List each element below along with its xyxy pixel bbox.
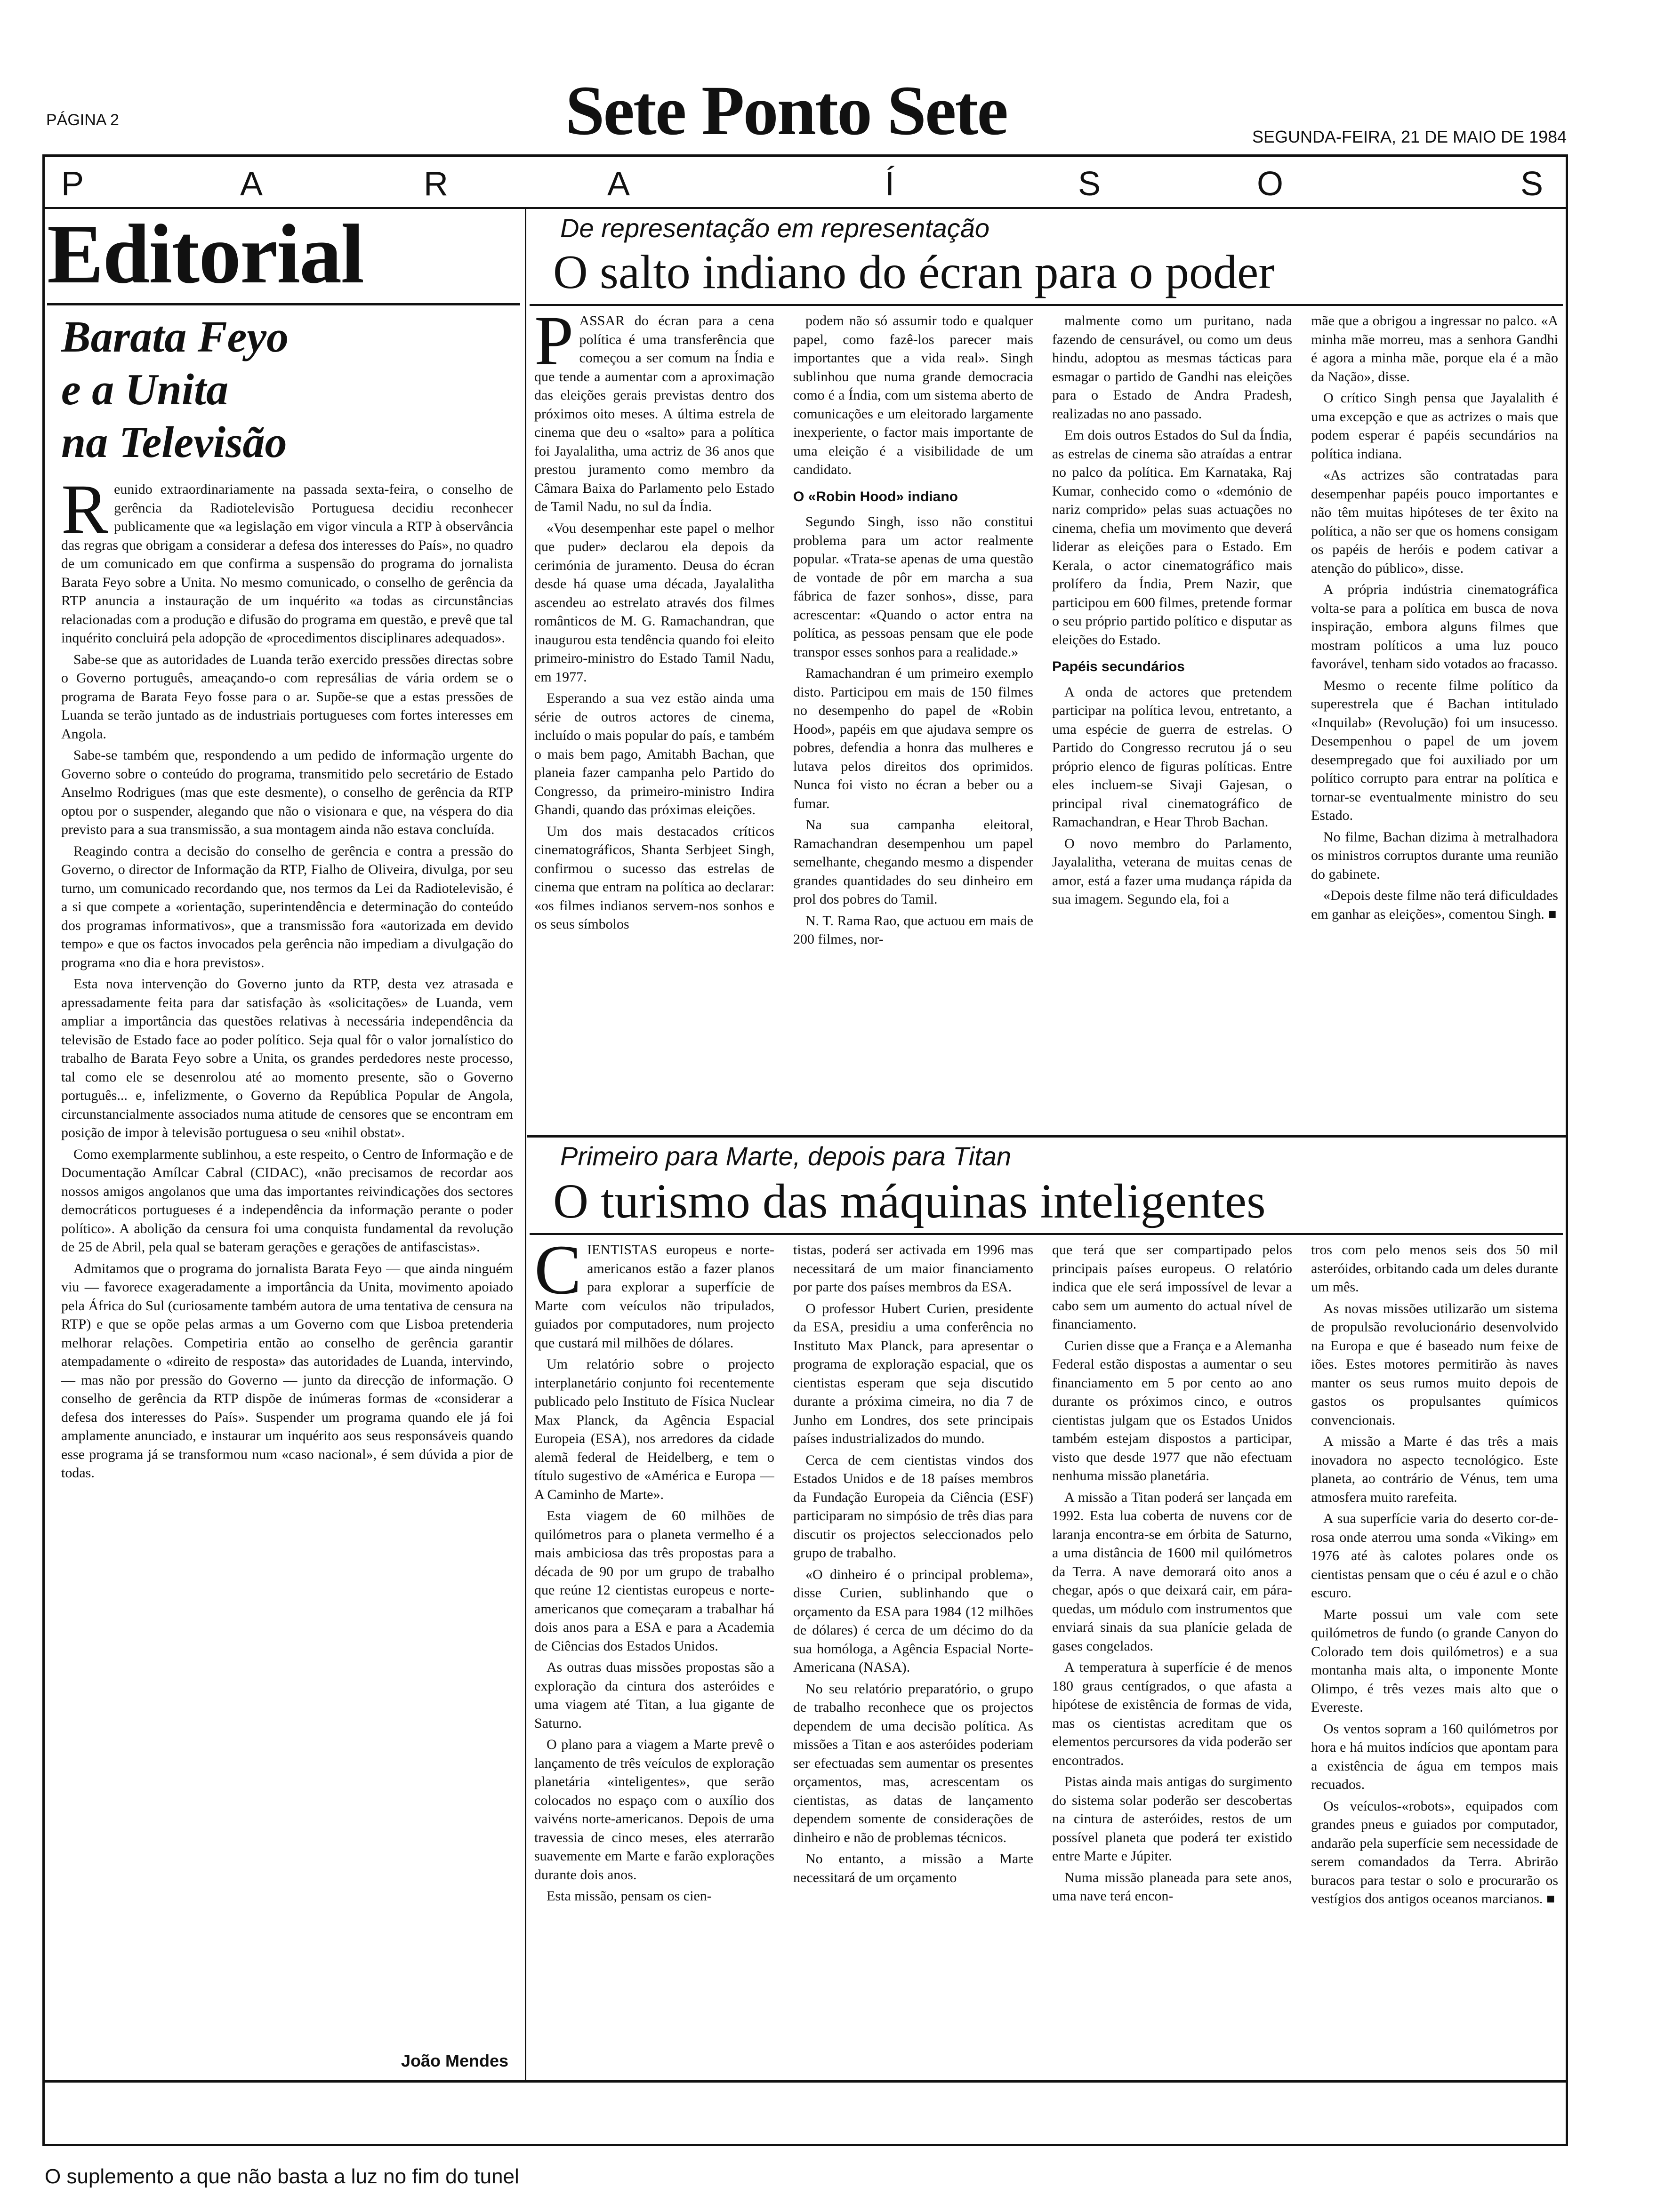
article-paragraph: Curien disse que a França e a Alemanha Federal estão dispostas a aumentar o seu financiamento em 5 por cento ao ano durante os próximos cinco, e outros cientistas julgam que os Estados Unidos também estejam dispostos a participar, visto que desde 1977 que não efectuam nenhuma missão planetária. — [1052, 1338, 1292, 1483]
article-paragraph: Esta viagem de 60 milhões de quilómetros para o planeta vermelho é a mais ambiciosa das três propostas para a década de 90 por um grupo de trabalho que reúne 12 cientistas europeus e norte-americanos que começaram a trabalhar há dois anos para a ESA e para a Academia de Ciências dos Estados Unidos. — [534, 1508, 774, 1654]
section-letter: S — [1520, 165, 1544, 203]
article-paragraph: A sua superfície varia do deserto cor-de-rosa onde aterrou uma sonda «Viking» em 1976 até às calotes polares onde os cientistas pensam que o céu é azul e o chão escuro. — [1311, 1511, 1558, 1601]
article2-headline: O turismo das máquinas inteligentes — [553, 1174, 1266, 1228]
article2-headline-rule — [530, 1233, 1563, 1235]
article-subheading: O «Robin Hood» indiano — [793, 489, 958, 505]
article1-headline: O salto indiano do écran para o poder — [553, 246, 1275, 299]
article-paragraph: mãe que a obrigou a ingressar no palco. «A minha mãe morreu, mas a senhora Gandhi é agora a minha mãe, porque ela é a mão da Nação», disse. — [1311, 313, 1558, 385]
article-paragraph: Na sua campanha eleitoral, Ramachandran desempenhou um papel semelhante, chegando mesmo a dispender grandes quantidades do seu dinheiro em prol dos pobres do Tamil. — [793, 817, 1033, 907]
article-paragraph: malmente como um puritano, nada fazendo de censurável, ou como um deus hindu, adoptou as mesmas tácticas para esmagar o partido de Gandhi nas eleições para o Estado de Andra Pradesh, realizadas no ano passado. — [1052, 313, 1292, 422]
section-letter: Í — [885, 165, 895, 203]
article2-column — [1311, 1241, 1558, 2074]
article-paragraph: Os veículos-«robots», equipados com grandes pneus e guiados por computador, andarão pela superfície sem necessidade de serem comandados da Terra. Abrirão buracos para testar o solo e procurarão os vestígios dos antigos oceanos marcianos. ■ — [1311, 1798, 1558, 1907]
article2-dropcap: C — [534, 1241, 582, 1309]
footer-teaser: O suplemento a que não basta a luz no fim do tunel — [45, 2165, 519, 2188]
editorial-paragraph: Sabe-se que as autoridades de Luanda terão exercido pressões directas sobre o Governo português, ameaçando-o com represálias de vária ordem se o programa de Barata Feyo fosse para o ar. Supõe-se que a estas pressões de Luanda se terão juntado as de industriais portugueses com fortes interesses em Angola. — [61, 651, 513, 742]
article-paragraph: podem não só assumir todo e qualquer papel, como fazê-los parecer mais importantes que a vida real». Singh sublinhou que numa grande democracia como é a Índia, com um sistema aberto de comunicações e um eleitorado largamente inexperiente, o factor mais importante de uma eleição é a visibilidade de um candidato. — [793, 313, 1033, 477]
article-paragraph: «Vou desempenhar este papel o melhor que puder» declarou ela depois da cerimónia de juramento. Deusa do écran desde há quase uma década, Jayalalitha ascendeu ao estrelato através dos filmes românticos de M. G. Ramachandran, que inaugurou esta tendência quando foi eleito primeiro-ministro do Estado Tamil Nadu, em 1977. — [534, 520, 774, 685]
editorial-dropcap: R — [61, 480, 109, 548]
editorial-label-rule — [47, 303, 520, 305]
editorial-title-line: e a Unita — [61, 365, 229, 414]
article1-column — [534, 312, 774, 1112]
article-paragraph: As novas missões utilizarão um sistema de propulsão revolucionário desenvolvido na Europa e que é baseado num feixe de iões. Estes motores permitirão às naves manter os seus rumos muito depois de gastos os propulsantes químicos convencionais. — [1311, 1300, 1558, 1428]
article1-column — [793, 312, 1033, 1112]
article-paragraph: ASSAR do écran para a cena política é uma transferência que começou a ser comum na Índia e que tende a aumentar com a aproximação das eleições gerais previstas dentro dos próximos oito meses. A última estrela de cinema que deu o «salto» para a política foi Jayalalitha, uma actriz de 36 anos que prestou juramento como membro da Câmara Baixa do Parlamento pelo Estado de Tamil Nadu, no sul da Índia. — [534, 313, 774, 514]
article-paragraph: O crítico Singh pensa que Jayalalith é uma excepção e que as actrizes o mais que podem esperar é papéis secundários na política indiana. — [1311, 390, 1558, 462]
editorial-title-line: Barata Feyo — [61, 313, 289, 361]
article-paragraph: Marte possui um vale com sete quilómetros de fundo (o grande Canyon do Colorado tem dois quilómetros) e a sua montanha mais alta, o imponente Monte Olimpo, é três vezes mais alto que o Evereste. — [1311, 1606, 1558, 1715]
page-bottom-rule — [42, 2080, 1568, 2083]
article-paragraph: Segundo Singh, isso não constitui problema para um actor realmente popular. «Trata-se apenas de uma questão de vontade de pôr em marcha a sua fábrica de fazer sonhos», disse, para acrescentar: «Quando o actor entra na política, as pessoas pensam que ele pode transpor esses sonhos para a realidade.» — [793, 514, 1033, 660]
editorial-body — [61, 480, 513, 2038]
article-paragraph: A onda de actores que pretendem participar na política levou, entretanto, a uma espécie de guerra de estrelas. O Partido do Congresso recrutou já o seu próprio elenco de figuras políticas. Entre eles incluem-se Sivaji Gajesan, o principal rival cinematográfico de Ramachandran, e Hear Throb Bachan. — [1052, 684, 1292, 830]
article-paragraph: No entanto, a missão a Marte necessitará de um orçamento — [793, 1851, 1033, 1885]
article1-column — [1052, 312, 1292, 1112]
masthead-title: Sete Ponto Sete — [565, 72, 1007, 150]
section-letter: R — [424, 165, 448, 203]
issue-date: SEGUNDA-FEIRA, 21 DE MAIO DE 1984 — [1252, 127, 1567, 146]
article-paragraph: tistas, poderá ser activada em 1996 mas necessitará de um maior financiamento por parte dos países membros da ESA. — [793, 1242, 1033, 1295]
section-letter: A — [240, 165, 263, 203]
article-paragraph: O plano para a viagem a Marte prevê o lançamento de três veículos de exploração planetária «inteligentes», que serão colocados no espaço com o auxílio dos vaivéns norte-americanos. Depois de uma travessia de cinco meses, eles aterrarão suavemente em Marte e farão explorações durante dois anos. — [534, 1737, 774, 1883]
article-paragraph: que terá que ser compartipado pelos principais países europeus. O relatório indica que ele será impossível de levar a cabo sem um aumento do actual nível de financiamento. — [1052, 1242, 1292, 1332]
section-letter: O — [1257, 165, 1284, 203]
article-paragraph: tros com pelo menos seis dos 50 mil asteróides, orbitando cada um deles durante um mês. — [1311, 1242, 1558, 1295]
section-letter: A — [607, 165, 630, 203]
article2-column — [1052, 1241, 1292, 2074]
article-separator-rule — [527, 1135, 1566, 1138]
page-bottom-rule — [42, 2144, 1568, 2146]
article-paragraph: «Depois deste filme não terá dificuldades em ganhar as eleições», comentou Singh. ■ — [1311, 888, 1558, 922]
article-paragraph: Esta missão, pensam os cien- — [547, 1888, 712, 1904]
editorial-paragraph: Como exemplarmente sublinhou, a este respeito, o Centro de Informação e de Documentação Amílcar Cabral (CIDAC), «não precisamos de recordar aos nossos amigos angolanos que uma das importantes reivindicações dos sectores democráticos portugueses é a independência da informação perante o poder político». A abolição da censura foi uma conquista fundamental da revolução de 25 de Abril, pela qual se bateram gerações e gerações de antifascistas». — [61, 1146, 513, 1255]
article-paragraph: Ramachandran é um primeiro exemplo disto. Participou em mais de 150 filmes no desempenho do papel de «Robin Hood», papéis em que ajudava sempre os pobres, defendia a honra das mulheres e lutava pelos direitos dos oprimidos. Nunca foi visto no écran a beber ou a fumar. — [793, 665, 1033, 811]
article-paragraph: N. T. Rama Rao, que actuou em mais de 200 filmes, nor- — [793, 913, 1033, 947]
column-divider — [525, 209, 526, 2080]
article2-column — [793, 1241, 1033, 2074]
section-letter: S — [1078, 165, 1101, 203]
article-paragraph: A temperatura à superfície é de menos 180 graus centígrados, o que afasta a hipótese de existência de formas de vida, mas os cientistas acreditam que os elementos percursores da vida poderão ser encontrados. — [1052, 1659, 1292, 1768]
editorial-title — [61, 311, 289, 469]
article-paragraph: Os ventos sopram a 160 quilómetros por hora e há muitos indícios que apontam para a existência de água em tempos mais recuados. — [1311, 1721, 1558, 1792]
section-left-rule — [42, 154, 45, 2146]
article1-column — [1311, 312, 1558, 1112]
article-paragraph: No seu relatório preparatório, o grupo de trabalho reconhece que os projectos dependem de uma decisão política. As missões a Titan e aos asteróides poderiam ser efectuadas sem aumentar os presentes orçamentos, mas, acrescentam os cientistas, as datas de lançamento dependem somente de considerações de dinheiro e não de problemas técnicos. — [793, 1681, 1033, 1845]
section-letter: P — [61, 165, 84, 203]
article-paragraph: A missão a Marte é das três a mais inovadora no aspecto tecnológico. Este planeta, ao contrário de Vénus, tem uma atmosfera muito rarefeita. — [1311, 1434, 1558, 1505]
article-paragraph: No filme, Bachan dizima à metralhadora os ministros corruptos durante uma reunião do gabinete. — [1311, 829, 1558, 882]
section-top-rule — [42, 154, 1568, 157]
editorial-paragraph: Admitamos que o programa do jornalista Barata Feyo — que ainda ninguém viu — favorece exageradamente a importância da Unita, movimento apoiado pela África do Sul (curiosamente também autora de uma tentativa de censura na RTP) e que se opõe pelas armas a um Governo com que Lisboa pretenderia melhorar relações. Competiria então ao conselho de gerência garantir atempadamente o «direito de resposta» das autoridades de Luanda, intervindo, — mas não por pressão do Governo — junto da direcção de informação. O conselho de gerência da RTP dispõe de inúmeras formas de «considerar a defesa dos interesses do País». Suspender um programa quando ele já foi amplamente anunciado, e instaurar um inquérito aos seus responsáveis quando esse programa já se transformou num «caso nacional», é sem dúvida a pior de todas. — [61, 1260, 513, 1481]
article-paragraph: O professor Hubert Curien, presidente da ESA, presidiu a uma conferência no Instituto Max Planck, para apresentar o programa de exploração espacial, que os cientistas esperam que seja discutido durante a próxima cimeira, no dia 7 de Junho em Londres, dos sete principais países industrializados do mundo. — [793, 1300, 1033, 1446]
editorial-label: Editorial — [47, 207, 364, 301]
article-paragraph: O novo membro do Parlamento, Jayalalitha, veterana de muitas cenas de amor, está a fazer uma mudança rápida da sua imagem. Segundo ela, foi a — [1052, 835, 1292, 907]
editorial-paragraph: eunido extraordinariamente na passada sexta-feira, o conselho de gerência da Radiotelevisão Portuguesa decidiu reconhecer publicamente que «a legislação em vigor vincula a RTP à observância das regras que obrigam a considerar a defesa dos interesses do País», no quadro de um comunicado em que confirma a suspensão do programa do jornalista Barata Feyo sobre a Unita. No mesmo comunicado, o conselho de gerência da RTP anuncia a instauração de um inquérito «a todas as circunstâncias relacionadas com a produção e difusão do programa em questão, e prevê que tal inquérito concluirá pela adopção de «procedimentos disciplinares adequados». — [61, 481, 513, 646]
editorial-paragraph: Reagindo contra a decisão do conselho de gerência e contra a pressão do Governo, o director de Informação da RTP, Fialho de Oliveira, divulga, por seu turno, um comunicado recordando que, nos termos da Lei da Radiotelevisão, é a si que compete a «orientação, superintendência e determinação do conteúdo dos programas informativos», que a transmissão fora «autorizada em devido tempo» e que os factos invocados pela gerência não impediam a divulgação do programa «no dia e hora previstos». — [61, 843, 513, 970]
article-paragraph: «As actrizes são contratadas para desempenhar papéis pouco importantes e não têm muitas hipóteses de ter êxito na política, a não ser que os homens consigam os papéis de heróis e podem cativar a atenção do público», disse. — [1311, 467, 1558, 576]
article-paragraph: «O dinheiro é o principal problema», disse Curien, sublinhando que o orçamento da ESA para 1984 (12 milhões de dólares) é cerca de um décimo do da sua homóloga, a Agência Espacial Norte-Americana (NASA). — [793, 1566, 1033, 1675]
article1-headline-rule — [530, 304, 1563, 306]
article-paragraph: A missão a Titan poderá ser lançada em 1992. Esta lua coberta de nuvens cor de laranja encontra-se em órbita de Saturno, a uma distância de 1600 mil quilómetros da Terra. A nave demorará oito anos a chegar, após o que deixará cair, em pára-quedas, um módulo com instrumentos que enviará sinais da sua planície gelada de gases congelados. — [1052, 1489, 1292, 1654]
editorial-paragraph: Esta nova intervenção do Governo junto da RTP, desta vez atrasada e apressadamente feita para dar satisfação às «solicitações» de Luanda, vem ampliar a importância das questões relativas à necessária independência da televisão de Estado face ao poder político. Seja qual fôr o valor jornalístico do trabalho de Barata Feyo sobre a Unita, os grandes perdedores neste processo, tal como ele se desenrolou até ao momento presente, são o Governo português... e, infelizmente, o Governo da República Popular de Angola, circunstancialmente associados numa atitude de censores que se encontram em posição de impor à televisão portuguesa o seu «nihil obstat». — [61, 976, 513, 1140]
editorial-paragraph: Sabe-se também que, respondendo a um pedido de informação urgente do Governo sobre o conteúdo do programa, transmitido pelo secretário de Estado Anselmo Rodrigues (mas que este desmente), o conselho de gerência da RTP optou por o suspender, alegando que não o visionara e que, na véspera do dia previsto para a sua transmissão, a sua montagem ainda não estava concluída. — [61, 747, 513, 837]
article1-kicker: De representação em representação — [560, 213, 990, 243]
article-paragraph: Esperando a sua vez estão ainda uma série de outros actores de cinema, incluído o mais popular do país, e também o mais bem pago, Amitabh Bachan, que planeia fazer campanha pelo Partido do Congresso, da primeiro-ministro Indira Ghandi, quando das próximas eleições. — [534, 690, 774, 817]
article-paragraph: Mesmo o recente filme político da superestrela que é Bachan intitulado «Inquilab» (Revolução) foi um insucesso. Desempenhou o papel de um jovem desempregado que foi auxiliado por um político corrupto para entrar na política e tornar-se eventualmente ministro do seu Estado. — [1311, 677, 1558, 823]
article-paragraph: A própria indústria cinematográfica volta-se para a política em busca de nova inspiração, embora alguns filmes que mostram políticos a uma luz pouco favorável, tenham sido votados ao fracasso. — [1311, 582, 1558, 672]
article-paragraph: IENTISTAS europeus e norte-americanos estão a fazer planos para explorar a superfície de Marte com veículos não tripulados, guiados por computadores, num projecto que custará mil milhões de dólares. — [534, 1242, 774, 1351]
article-subheading: Papéis secundários — [1052, 659, 1185, 674]
article1-dropcap: P — [534, 312, 574, 380]
article-paragraph: Numa missão planeada para sete anos, uma nave terá encon- — [1052, 1869, 1292, 1904]
article-paragraph: Um relatório sobre o projecto interplanetário conjunto foi recentemente publicado pelo Instituto de Física Nuclear Max Planck, da Agência Espacial Europeia (ESA), nos arredores da cidade alemã federal de Heidelberg, e tem o título sugestivo de «América e Europa — A Caminho de Marte». — [534, 1356, 774, 1502]
article2-kicker: Primeiro para Marte, depois para Titan — [560, 1141, 1012, 1171]
editorial-title-line: na Televisão — [61, 418, 287, 467]
article-paragraph: Cerca de cem cientistas vindos dos Estados Unidos e de 18 países membros da Fundação Europeia da Ciência (ESF) participaram no simpósio de três dias para discutir os projectos seleccionados pelo grupo de trabalho. — [793, 1452, 1033, 1561]
article-paragraph: Em dois outros Estados do Sul da Índia, as estrelas de cinema são atraídas a entrar no palco da política. Em Karnataka, Raj Kumar, conhecido como o «demónio de nariz comprido» pelas suas actuações no cinema, chefia um movimento que deverá liderar as eleições para o Estado. Em Kerala, o actor cinematográfico mais prolífero da Índia, Prem Nazir, que participou em 600 filmes, pretende formar o seu próprio partido político e disputar as eleições do Estado. — [1052, 427, 1292, 648]
article-paragraph: Pistas ainda mais antigas do surgimento do sistema solar poderão ser descobertas na cintura de asteróides, restos de um possível planeta que poderá ter existido entre Marte e Júpiter. — [1052, 1774, 1292, 1864]
editorial-signature: João Mendes — [401, 2051, 508, 2070]
article-paragraph: As outras duas missões propostas são a exploração da cintura dos asteróides e uma viagem até Titan, a lua gigante de Saturno. — [534, 1659, 774, 1731]
article2-column — [534, 1241, 774, 2074]
page-label: PÁGINA 2 — [46, 111, 119, 129]
article-paragraph: Um dos mais destacados críticos cinematográficos, Shanta Serbjeet Singh, confirmou o sucesso das estrelas de cinema que entram na política ao declarar: «os filmes indianos servem-nos sonhos e os seus símbolos — [534, 823, 774, 932]
section-right-rule — [1566, 154, 1568, 2146]
